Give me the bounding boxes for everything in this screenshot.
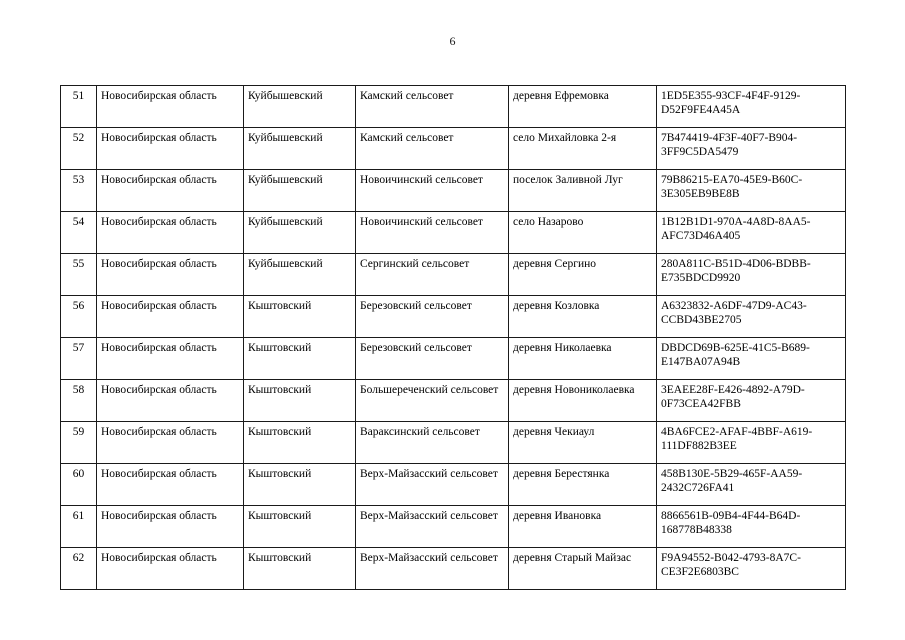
selsovet-cell: Новоичинский сельсовет — [356, 170, 509, 212]
region-cell: Новосибирская область — [97, 296, 244, 338]
district-cell: Куйбышевский — [244, 170, 356, 212]
row-number-cell: 51 — [61, 86, 97, 128]
selsovet-cell: Сергинский сельсовет — [356, 254, 509, 296]
settlement-cell: деревня Сергино — [509, 254, 657, 296]
settlement-cell: деревня Ефремовка — [509, 86, 657, 128]
table-row — [61, 338, 846, 380]
district-cell: Куйбышевский — [244, 212, 356, 254]
district-cell: Кыштовский — [244, 296, 356, 338]
guid-cell: 280A811C-B51D-4D06-BDBB-E735BDCD9920 — [657, 254, 846, 296]
row-number-cell: 54 — [61, 212, 97, 254]
settlement-cell: село Михайловка 2-я — [509, 128, 657, 170]
settlement-cell: деревня Козловка — [509, 296, 657, 338]
settlement-cell: деревня Чекиаул — [509, 422, 657, 464]
table-row — [61, 254, 846, 296]
region-cell: Новосибирская область — [97, 212, 244, 254]
guid-cell: 3EAEE28F-E426-4892-A79D-0F73CEA42FBB — [657, 380, 846, 422]
table-row — [61, 380, 846, 422]
row-number-cell: 56 — [61, 296, 97, 338]
row-number-cell: 60 — [61, 464, 97, 506]
settlement-cell: деревня Новониколаевка — [509, 380, 657, 422]
guid-cell: DBDCD69B-625E-41C5-B689-E147BA07A94B — [657, 338, 846, 380]
district-cell: Кыштовский — [244, 338, 356, 380]
row-number-cell: 53 — [61, 170, 97, 212]
region-cell: Новосибирская область — [97, 380, 244, 422]
selsovet-cell: Камский сельсовет — [356, 128, 509, 170]
settlement-cell: село Назарово — [509, 212, 657, 254]
guid-cell: 79B86215-EA70-45E9-B60C-3E305EB9BE8B — [657, 170, 846, 212]
selsovet-cell: Верх-Майзасский сельсовет — [356, 548, 509, 590]
selsovet-cell: Камский сельсовет — [356, 86, 509, 128]
settlements-table-body — [61, 86, 846, 590]
table-row — [61, 506, 846, 548]
region-cell: Новосибирская область — [97, 86, 244, 128]
settlement-cell: поселок Заливной Луг — [509, 170, 657, 212]
district-cell: Кыштовский — [244, 380, 356, 422]
region-cell: Новосибирская область — [97, 128, 244, 170]
selsovet-cell: Березовский сельсовет — [356, 338, 509, 380]
table-row — [61, 464, 846, 506]
settlement-cell: деревня Старый Майзас — [509, 548, 657, 590]
region-cell: Новосибирская область — [97, 422, 244, 464]
settlements-table — [60, 85, 846, 590]
region-cell: Новосибирская область — [97, 170, 244, 212]
region-cell: Новосибирская область — [97, 338, 244, 380]
selsovet-cell: Верх-Майзасский сельсовет — [356, 506, 509, 548]
selsovet-cell: Верх-Майзасский сельсовет — [356, 464, 509, 506]
district-cell: Кыштовский — [244, 548, 356, 590]
row-number-cell: 52 — [61, 128, 97, 170]
row-number-cell: 55 — [61, 254, 97, 296]
district-cell: Кыштовский — [244, 422, 356, 464]
selsovet-cell: Вараксинский сельсовет — [356, 422, 509, 464]
settlement-cell: деревня Николаевка — [509, 338, 657, 380]
guid-cell: 1ED5E355-93CF-4F4F-9129-D52F9FE4A45A — [657, 86, 846, 128]
table-row — [61, 128, 846, 170]
row-number-cell: 57 — [61, 338, 97, 380]
table-row — [61, 170, 846, 212]
row-number-cell: 58 — [61, 380, 97, 422]
selsovet-cell: Большереченский сельсовет — [356, 380, 509, 422]
page-number: 6 — [449, 34, 456, 48]
row-number-cell: 62 — [61, 548, 97, 590]
region-cell: Новосибирская область — [97, 548, 244, 590]
district-cell: Кыштовский — [244, 464, 356, 506]
region-cell: Новосибирская область — [97, 506, 244, 548]
district-cell: Куйбышевский — [244, 254, 356, 296]
district-cell: Куйбышевский — [244, 128, 356, 170]
table-row — [61, 86, 846, 128]
table-row — [61, 296, 846, 338]
district-cell: Куйбышевский — [244, 86, 356, 128]
guid-cell: 4BA6FCE2-AFAF-4BBF-A619-111DF882B3EE — [657, 422, 846, 464]
region-cell: Новосибирская область — [97, 464, 244, 506]
guid-cell: F9A94552-B042-4793-8A7C-CE3F2E6803BC — [657, 548, 846, 590]
guid-cell: 1B12B1D1-970A-4A8D-8AA5-AFC73D46A405 — [657, 212, 846, 254]
district-cell: Кыштовский — [244, 506, 356, 548]
row-number-cell: 59 — [61, 422, 97, 464]
row-number-cell: 61 — [61, 506, 97, 548]
settlement-cell: деревня Берестянка — [509, 464, 657, 506]
selsovet-cell: Новоичинский сельсовет — [356, 212, 509, 254]
table-row — [61, 212, 846, 254]
selsovet-cell: Березовский сельсовет — [356, 296, 509, 338]
guid-cell: 458B130E-5B29-465F-AA59-2432C726FA41 — [657, 464, 846, 506]
guid-cell: A6323832-A6DF-47D9-AC43-CCBD43BE2705 — [657, 296, 846, 338]
settlement-cell: деревня Ивановка — [509, 506, 657, 548]
table-row — [61, 548, 846, 590]
guid-cell: 8866561B-09B4-4F44-B64D-168778B48338 — [657, 506, 846, 548]
table-row — [61, 422, 846, 464]
region-cell: Новосибирская область — [97, 254, 244, 296]
guid-cell: 7B474419-4F3F-40F7-B904-3FF9C5DA5479 — [657, 128, 846, 170]
